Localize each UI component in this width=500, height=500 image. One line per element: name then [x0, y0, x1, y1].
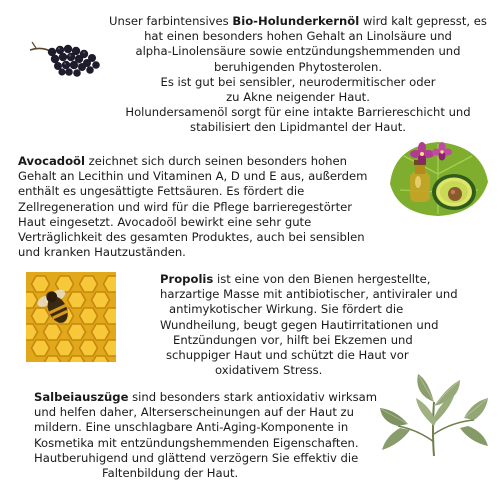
holunder-text — [108, 14, 488, 136]
holunder-line: Es ist gut bei sensibler, neurodermitischer oder — [160, 74, 436, 89]
propolis-line: antimykotischer Wirkung. Sie fördert die — [169, 302, 404, 317]
holunder-line: stabilisiert den Lipidmantel der Haut. — [190, 120, 406, 135]
propolis-line: Wundheilung, beugt gegen Hautirritationen und — [160, 317, 439, 332]
holunder-line: Holundersamenöl sorgt für eine intakte Barriereschicht und — [125, 105, 471, 120]
propolis-bold-term: Propolis — [160, 272, 214, 286]
holunder-line: zu Akne neigender Haut. — [226, 90, 370, 105]
propolis-line: oxidativem Stress. — [215, 363, 323, 378]
avocado-bold-term: Avocadoöl — [18, 154, 85, 168]
avocado-line: enthält es ungesättigte Fettsäuren. Es fördert die — [18, 184, 305, 199]
avocado-line: Verträglichkeit des gesamten Produktes, auch bei sensiblen — [18, 230, 365, 245]
salbei-line-1 — [34, 390, 384, 405]
propolis-text — [160, 272, 490, 378]
avocado-text — [18, 154, 388, 260]
avocado-oil-orchid-icon — [384, 134, 492, 220]
bee-honeycomb-icon — [26, 272, 116, 362]
propolis-line: harzartige Masse mit antibiotischer, antiviraler und — [160, 287, 458, 302]
holunder-line-1 — [108, 14, 488, 29]
propolis-line: Entzündungen vor, hilft bei Ekzemen und — [173, 332, 413, 347]
avocado-line: Gehalt an Lecithin und Vitaminen A, D und E aus, außerdem — [18, 169, 368, 184]
salbei-bold-term: Salbeiauszüge — [34, 390, 129, 404]
avocado-line: Haut eingesetzt. Avocadoöl bewirkt eine sehr gute — [18, 214, 312, 229]
salbei-line: mildern. Eine unschlagbare Anti-Aging-Komponente in — [34, 420, 349, 435]
propolis-line-1 — [160, 272, 490, 287]
avocado-line-1-rest: zeichnet sich durch seinen besonders hohen — [84, 154, 347, 168]
holunder-line-1-rest: wird kalt gepresst, es — [359, 14, 487, 28]
holunder-line: hat einen besonders hohen Gehalt an Linolsäure und — [144, 29, 452, 44]
avocado-line: Zellregeneration und wird für die Pflege barrieregestörter — [18, 199, 353, 214]
avocado-line: und kranken Hautzuständen. — [18, 245, 186, 260]
salbei-line: Kosmetika mit entzündungshemmenden Eigenschaften. — [34, 435, 359, 450]
avocado-line-1 — [18, 154, 388, 169]
propolis-line-1-rest: ist eine von den Bienen hergestellte, — [213, 272, 431, 286]
holunder-bold-term: Bio-Holunderkernöl — [232, 14, 360, 28]
propolis-line: schuppiger Haut und schützt die Haut vor — [166, 348, 409, 363]
salbei-text — [34, 390, 384, 481]
salbei-line: Hautberuhigend und glättend verzögern Sie effektiv die — [34, 450, 359, 465]
salbei-line: und helfen daher, Alterserscheinungen auf der Haut zu — [34, 405, 354, 420]
holunder-line: alpha-Linolensäure sowie entzündungshemmenden und — [135, 44, 461, 59]
sage-leaves-icon — [378, 372, 490, 458]
holunder-intro: Unser farbintensives — [109, 14, 233, 28]
holunder-line: beruhigenden Phytosterolen. — [213, 59, 383, 74]
salbei-line: Faltenbildung der Haut. — [102, 466, 239, 481]
elderberry-cluster-icon — [22, 36, 108, 80]
salbei-line-1-rest: sind besonders stark antioxidativ wirksam — [128, 390, 378, 404]
